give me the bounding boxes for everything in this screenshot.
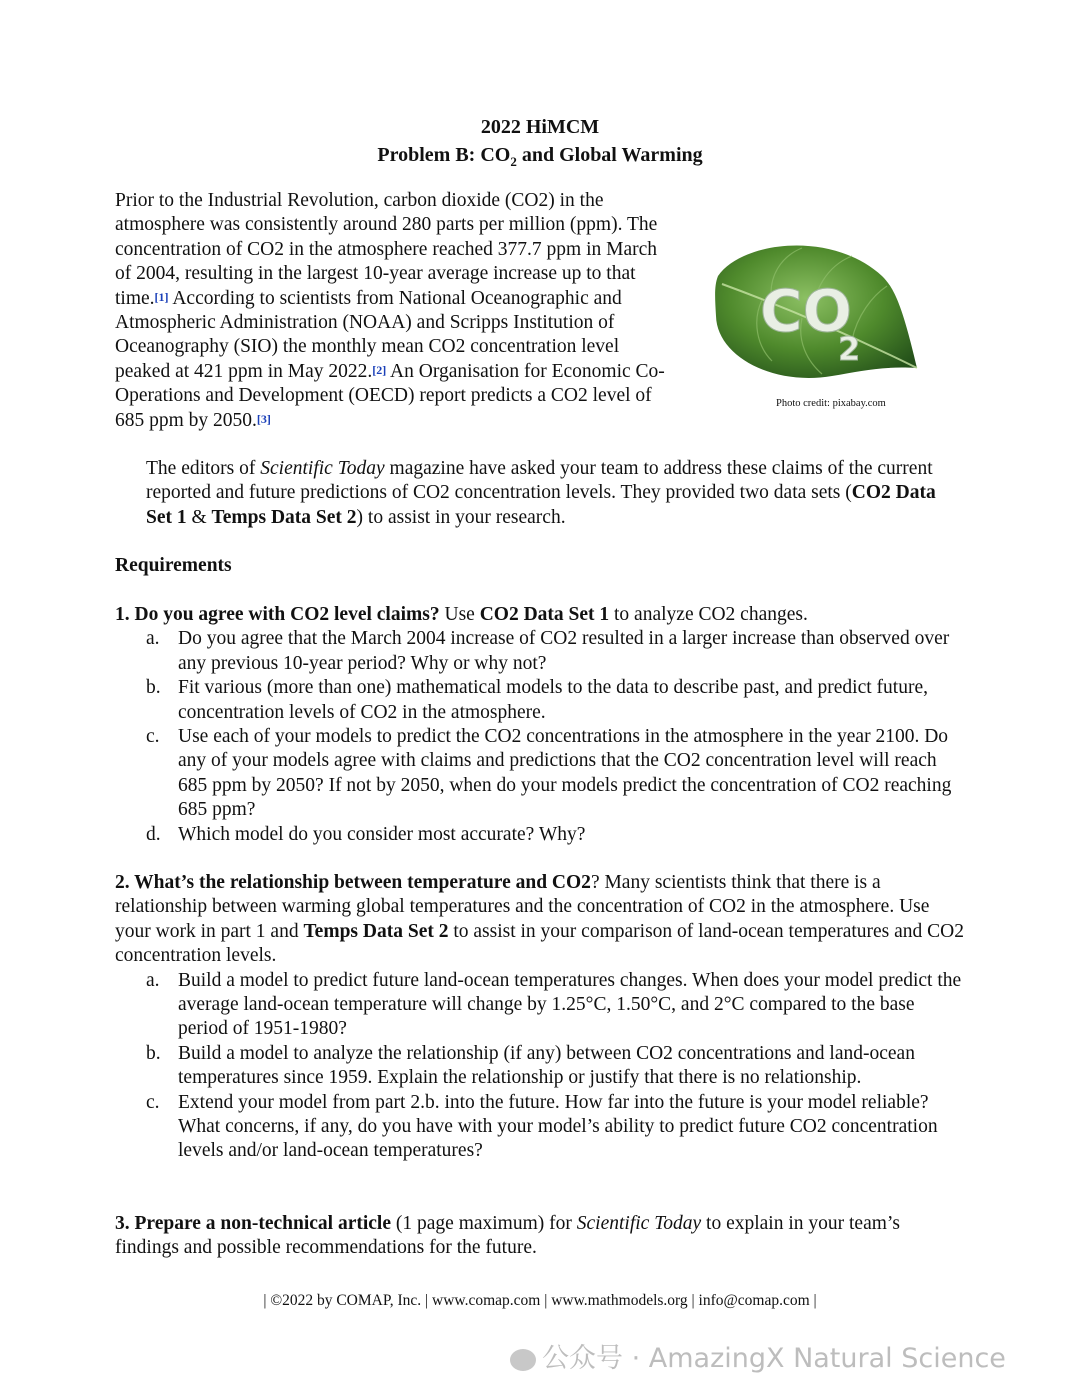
wechat-icon (510, 1349, 536, 1371)
document-title: 2022 HiMCM (480, 116, 600, 138)
question-2a: a. Build a model to predict future land-ocean temperatures changes. When does your model predict the average land-ocean temperature will change by 1.25°C, 1.50°C, and 2°C compared to the base period of 1951-1980? (146, 969, 962, 1040)
reference-link-2[interactable]: [2] (372, 362, 387, 377)
requirements-heading: Requirements (115, 555, 232, 576)
question-1b: b. Fit various (more than one) mathematical models to the data to describe past, and predict future, concentration levels of CO2 in the atmosphere. (146, 677, 928, 723)
watermark: 公众号 · AmazingX Natural Science (510, 1336, 1070, 1376)
question-2-text: 2. What’s the relationship between temperature and CO2? Many scientists think that there is a relationship between warming global temperatures and the concentration of CO2 in the atmosphere. Use your work in part 1 and Temps Data Set 2 to assist in your comparison of land-ocean temperatures and CO2 concentration levels. (115, 872, 964, 967)
question-2c: c. Extend your model from part 2.b. into the future. How far into the future is your model reliable? What concerns, if any, do you have with your model’s ability to predict future CO2 concentration levels and/or land-ocean temperatures? (146, 1091, 938, 1162)
question-3: 3. Prepare a non-technical article (1 page maximum) for Scientific Today to explain in your team’s findings and possible recommendations for the future. (115, 1213, 900, 1259)
question-1a: a. Do you agree that the March 2004 increase of CO2 resulted in a larger increase than observed over any previous 10-year period? Why or why not? (146, 628, 950, 674)
question-1c: c. Use each of your models to predict the CO2 concentrations in the atmosphere in the year 2100. Do any of your models agree with claims and predictions that the CO2 concentration level will reach 685 ppm by 2050? If not by 2050, when do your models predict the concentration of CO2 reaching 685 ppm? (146, 726, 952, 821)
reference-link-3[interactable]: [3] (256, 411, 271, 426)
question-2 (115, 871, 965, 1164)
question-1 (115, 603, 965, 847)
reference-link-1[interactable]: [1] (154, 289, 169, 304)
svg-text:2: 2 (838, 330, 861, 368)
co2-leaf-image (712, 236, 922, 386)
svg-text:CO: CO (760, 277, 852, 345)
document-subtitle: Problem B: $CO_2$ and Global Warming (377, 144, 703, 169)
question-2b: b. Build a model to analyze the relationship (if any) between CO2 concentrations and land-ocean temperatures since 1959. Explain the relationship or justify that there is no relationship. (146, 1042, 915, 1089)
photo-credit: Photo credit: pixabay.com (776, 398, 886, 409)
question-1-text: 1. Do you agree with CO2 level claims? Use CO2 Data Set 1 to analyze CO2 changes. (115, 604, 808, 625)
intro-paragraph: Prior to the Industrial Revolution, carbon dioxide (CO2) in the atmosphere was consistently around 280 parts per million (ppm). The concentration of CO2 in the atmosphere reached 377.7 ppm in March of 2004, resulting in the largest 10-year average increase up to that time.[1] According to scientists from National Oceanographic and Atmospheric Administration (NOAA) and Scripps Institution of Oceanography (SIO) the monthly mean CO2 concentration level peaked at 421 ppm in May 2022.[2] An Organisation for Economic Co-Operations and Development (OECD) report predicts a CO2 level of 685 ppm by 2050.[3] (115, 190, 665, 431)
question-1d: d. Which model do you consider most accurate? Why? (146, 823, 586, 845)
footer-contact: | ©2022 by COMAP, Inc. | www.comap.com | www.mathmodels.org | info@comap.com | (263, 1292, 817, 1309)
editors-paragraph: The editors of Scientific Today magazine have asked your team to address these claims of the current reported and future predictions of CO2 concentration levels. They provided two data sets (CO2 Data Set 1 & Temps Data Set 2) to assist in your research. (146, 458, 936, 528)
